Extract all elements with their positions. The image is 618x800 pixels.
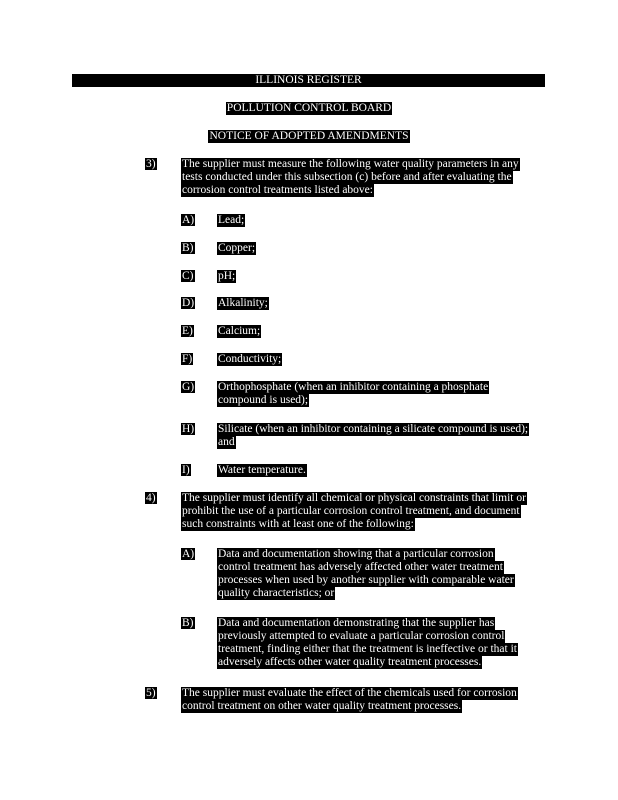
sub-text <box>217 214 547 227</box>
text-line: B) <box>182 242 194 254</box>
text-line: A) <box>182 214 195 226</box>
text-line: corrosion control treatments listed above: <box>182 184 373 196</box>
sub-letter <box>181 325 194 338</box>
sub-letter <box>181 270 195 283</box>
sub-letter <box>181 297 195 310</box>
text-line: Data and documentation showing that a particular corrosion <box>218 548 494 560</box>
sub-text <box>217 242 547 255</box>
text-line: Conductivity; <box>218 353 282 365</box>
text-line: A) <box>182 548 195 560</box>
text-line: quality characteristics; or <box>218 587 335 599</box>
board-title-row <box>0 102 618 115</box>
header-rule <box>72 86 545 87</box>
text-line: Calcium; <box>218 325 261 337</box>
sub-letter <box>181 242 195 255</box>
text-line: Alkalinity; <box>218 297 268 309</box>
text-line: treatment, finding either that the treatment is ineffective or that it <box>218 643 517 655</box>
text-line: Silicate (when an inhibitor containing a silicate compound is used); <box>218 423 529 435</box>
text-line: The supplier must identify all chemical or physical constraints that limit or <box>182 492 526 504</box>
text-line: D) <box>182 297 195 309</box>
text-line: control treatment has adversely affected other water treatment <box>218 561 503 573</box>
text-line: Data and documentation demonstrating that the supplier has <box>218 617 495 629</box>
item-paragraph <box>181 158 546 197</box>
text-line: H) <box>182 423 195 435</box>
text-line: Copper; <box>218 242 256 254</box>
notice-title-row <box>0 130 618 143</box>
sub-text <box>217 270 547 283</box>
sub-text <box>217 423 547 449</box>
text-line: 4) <box>146 492 156 504</box>
item-paragraph <box>181 492 546 531</box>
sub-letter <box>181 214 195 227</box>
text-line: B) <box>182 617 194 629</box>
text-line: C) <box>182 270 194 282</box>
item-number <box>145 158 157 171</box>
item-number <box>145 492 157 505</box>
text-line: Water temperature. <box>218 464 306 476</box>
sub-text <box>217 548 547 600</box>
sub-letter <box>181 548 195 561</box>
text-line: G) <box>182 381 195 393</box>
text-line: control treatment on other water quality treatment processes. <box>182 700 462 712</box>
text-line: and <box>218 436 235 448</box>
text-line: prohibit the use of a particular corrosion control treatment, and document <box>182 505 520 517</box>
sub-text <box>217 381 547 407</box>
sub-text <box>217 353 547 366</box>
sub-text <box>217 297 547 310</box>
text-line: F) <box>182 353 193 365</box>
sub-letter <box>181 464 191 477</box>
text-line: compound is used); <box>218 394 309 406</box>
text-line: adversely affects other water quality treatment processes. <box>218 656 482 668</box>
text-line: 3) <box>146 158 156 170</box>
sub-text <box>217 617 547 669</box>
text-line: previously attempted to evaluate a particular corrosion control <box>218 630 505 642</box>
sub-letter <box>181 617 195 630</box>
notice-title: NOTICE OF ADOPTED AMENDMENTS <box>209 130 409 142</box>
text-line: such constraints with at least one of the following: <box>182 518 414 530</box>
sub-letter <box>181 381 195 394</box>
item-number <box>145 687 157 700</box>
text-line: 5) <box>146 687 156 699</box>
text-line: pH; <box>218 270 236 282</box>
register-title: ILLINOIS REGISTER <box>72 74 545 86</box>
text-line: processes when used by another supplier with comparable water <box>218 574 514 586</box>
board-title: POLLUTION CONTROL BOARD <box>226 102 392 114</box>
text-line: Orthophosphate (when an inhibitor containing a phosphate <box>218 381 489 393</box>
text-line: The supplier must measure the following water quality parameters in any <box>182 158 519 170</box>
text-line: Lead; <box>218 214 245 226</box>
sub-text <box>217 464 547 477</box>
item-paragraph <box>181 687 546 713</box>
sub-text <box>217 325 547 338</box>
text-line: The supplier must evaluate the effect of the chemicals used for corrosion <box>182 687 517 699</box>
text-line: E) <box>182 325 193 337</box>
sub-letter <box>181 423 195 436</box>
sub-letter <box>181 353 193 366</box>
text-line: I) <box>182 464 190 476</box>
text-line: tests conducted under this subsection (c) before and after evaluating the <box>182 171 512 183</box>
